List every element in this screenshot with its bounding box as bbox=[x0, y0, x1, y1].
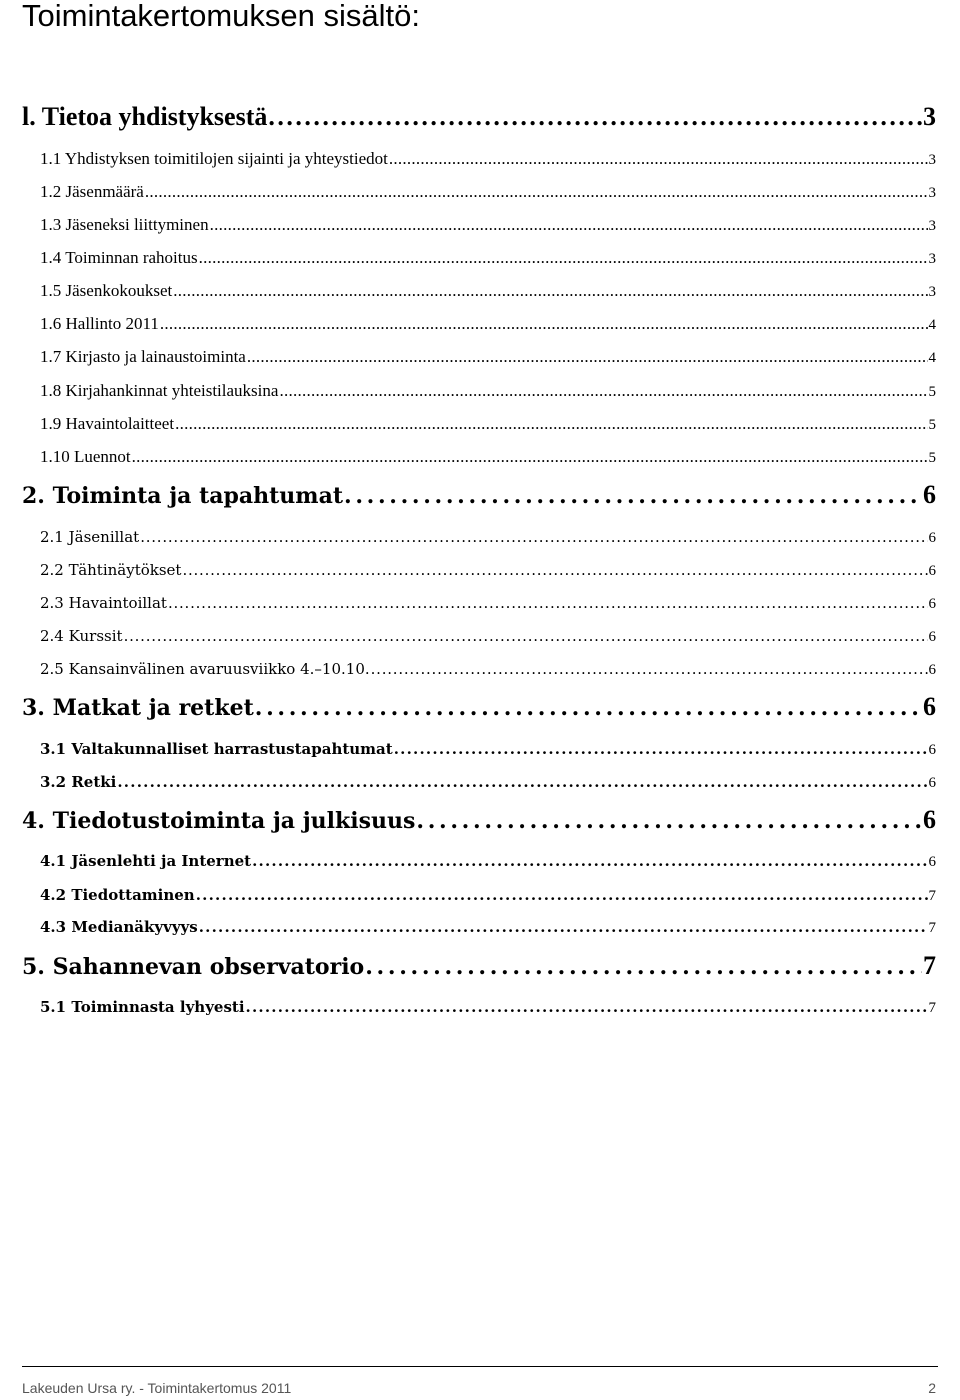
toc-entry-1-2[interactable] bbox=[40, 181, 936, 203]
dot-leader bbox=[117, 771, 927, 793]
toc-section-4[interactable] bbox=[22, 805, 936, 835]
toc-entry-page: 6 bbox=[928, 742, 936, 758]
dot-leader bbox=[416, 806, 922, 836]
toc-entry-page: 3 bbox=[928, 251, 936, 267]
toc-entry-label: 1.1 Yhdistyksen toimitilojen sijainti ja yhteystiedot bbox=[40, 149, 388, 168]
toc-entry-label: 2.1 Jäsenillat bbox=[40, 528, 140, 546]
toc-entry-label: 1.7 Kirjasto ja lainaustoiminta bbox=[40, 347, 246, 366]
toc-entry-page: 6 bbox=[928, 596, 936, 612]
dot-leader bbox=[247, 346, 928, 368]
dot-leader bbox=[140, 526, 927, 548]
toc-entry-label: 5. Sahannevan observatorio bbox=[22, 954, 365, 980]
toc-entry-page: 7 bbox=[928, 1000, 936, 1016]
toc-entry-page: 5 bbox=[928, 417, 936, 433]
dot-leader bbox=[132, 446, 928, 468]
toc-entry-label: l. Tietoa yhdistyksestä bbox=[22, 102, 268, 131]
dot-leader bbox=[268, 102, 922, 132]
toc-entry-page: 6 bbox=[923, 805, 936, 834]
toc-entry-page: 3 bbox=[923, 102, 936, 131]
toc-entry-page: 4 bbox=[928, 317, 936, 333]
toc-entry-2-1[interactable] bbox=[40, 526, 936, 548]
toc-section-2[interactable] bbox=[22, 480, 936, 510]
toc-entry-label: 4. Tiedotustoiminta ja julkisuus bbox=[22, 808, 416, 834]
toc-entry-label: 1.3 Jäseneksi liittyminen bbox=[40, 215, 209, 234]
toc-entry-label: 2. Toiminta ja tapahtumat bbox=[22, 483, 343, 509]
toc-entry-page: 6 bbox=[923, 480, 936, 509]
dot-leader bbox=[389, 148, 928, 170]
toc-entry-label: 1.6 Hallinto 2011 bbox=[40, 314, 159, 333]
dot-leader bbox=[199, 916, 928, 938]
page-title: Toimintakertomuksen sisältö: bbox=[22, 0, 420, 33]
dot-leader bbox=[394, 738, 928, 760]
toc-entry-4-1[interactable] bbox=[40, 850, 936, 872]
toc-entry-1-5[interactable] bbox=[40, 280, 936, 302]
toc-entry-label: 2.5 Kansainvälinen avaruusviikko 4.–10.10. bbox=[40, 660, 370, 678]
toc-entry-page: 6 bbox=[928, 775, 936, 791]
toc-entry-page: 7 bbox=[923, 951, 936, 980]
dot-leader bbox=[365, 952, 922, 982]
dot-leader bbox=[246, 996, 928, 1018]
toc-entry-label: 2.4 Kurssit bbox=[40, 627, 123, 645]
toc-section-3[interactable] bbox=[22, 692, 936, 722]
toc-entry-label: 3.2 Retki bbox=[40, 773, 117, 791]
toc-entry-page: 6 bbox=[923, 692, 936, 721]
toc-entry-label: 3. Matkat ja retket bbox=[22, 695, 254, 721]
toc-entry-label: 1.4 Toiminnan rahoitus bbox=[40, 248, 198, 267]
toc-entry-page: 3 bbox=[928, 185, 936, 201]
toc-entry-1-7[interactable] bbox=[40, 346, 936, 368]
toc-entry-1-9[interactable] bbox=[40, 413, 936, 435]
footer-page-number: 2 bbox=[928, 1380, 936, 1396]
toc-entry-label: 4.1 Jäsenlehti ja Internet bbox=[40, 852, 252, 870]
toc-entry-page: 6 bbox=[928, 629, 936, 645]
toc-entry-2-3[interactable] bbox=[40, 592, 936, 614]
toc-entry-label: 1.2 Jäsenmäärä bbox=[40, 182, 144, 201]
toc-entry-1-1[interactable] bbox=[40, 148, 936, 170]
toc-entry-1-4[interactable] bbox=[40, 247, 936, 269]
toc-entry-page: 5 bbox=[928, 450, 936, 466]
toc-section-1[interactable] bbox=[22, 102, 936, 132]
dot-leader bbox=[371, 658, 928, 680]
dot-leader bbox=[182, 559, 927, 581]
toc-entry-1-6[interactable] bbox=[40, 313, 936, 335]
toc-entry-page: 6 bbox=[928, 563, 936, 579]
toc-entry-page: 5 bbox=[928, 384, 936, 400]
toc-entry-page: 3 bbox=[928, 284, 936, 300]
dot-leader bbox=[145, 181, 928, 203]
toc-entry-label: 1.5 Jäsenkokoukset bbox=[40, 281, 173, 300]
toc-entry-2-4[interactable] bbox=[40, 625, 936, 647]
toc-entry-label: 3.1 Valtakunnalliset harrastustapahtumat bbox=[40, 740, 393, 758]
dot-leader bbox=[199, 247, 928, 269]
toc-entry-1-3[interactable] bbox=[40, 214, 936, 236]
toc-entry-5-1[interactable] bbox=[40, 996, 936, 1018]
toc-entry-label: 2.2 Tähtinäytökset bbox=[40, 561, 182, 579]
dot-leader bbox=[160, 313, 928, 335]
toc-entry-page: 6 bbox=[928, 662, 936, 678]
toc-entry-label: 1.9 Havaintolaitteet bbox=[40, 414, 175, 433]
toc-entry-label: 2.3 Havaintoillat bbox=[40, 594, 167, 612]
toc-entry-label: 4.3 Medianäkyvyys bbox=[40, 918, 198, 936]
dot-leader bbox=[210, 214, 928, 236]
toc-entry-2-2[interactable] bbox=[40, 559, 936, 581]
toc-entry-page: 6 bbox=[928, 530, 936, 546]
dot-leader bbox=[173, 280, 927, 302]
dot-leader bbox=[252, 850, 927, 872]
toc-entry-4-2[interactable] bbox=[40, 884, 936, 906]
toc-entry-2-5[interactable] bbox=[40, 658, 936, 680]
toc-entry-page: 4 bbox=[928, 350, 936, 366]
toc-entry-3-1[interactable] bbox=[40, 738, 936, 760]
toc-entry-page: 7 bbox=[928, 920, 936, 936]
footer-divider bbox=[22, 1366, 938, 1367]
dot-leader bbox=[344, 481, 922, 511]
toc-entry-4-3[interactable] bbox=[40, 916, 936, 938]
toc-section-5[interactable] bbox=[22, 951, 936, 981]
toc-entry-3-2[interactable] bbox=[40, 771, 936, 793]
dot-leader bbox=[279, 380, 927, 402]
toc-entry-label: 4.2 Tiedottaminen bbox=[40, 886, 195, 904]
footer-text: Lakeuden Ursa ry. - Toimintakertomus 2011 bbox=[22, 1380, 292, 1396]
dot-leader bbox=[124, 625, 928, 647]
dot-leader bbox=[196, 884, 928, 906]
dot-leader bbox=[168, 592, 928, 614]
dot-leader bbox=[175, 413, 927, 435]
toc-entry-page: 3 bbox=[928, 152, 936, 168]
toc-entry-page: 7 bbox=[928, 888, 936, 904]
toc-entry-1-8[interactable] bbox=[40, 380, 936, 402]
toc-entry-page: 6 bbox=[928, 854, 936, 870]
toc-entry-label: 1.8 Kirjahankinnat yhteistilauksina bbox=[40, 381, 279, 400]
dot-leader bbox=[255, 693, 922, 723]
toc-entry-label: 5.1 Toiminnasta lyhyesti bbox=[40, 998, 245, 1016]
toc-entry-label: 1.10 Luennot bbox=[40, 447, 131, 466]
toc-entry-page: 3 bbox=[928, 218, 936, 234]
toc-entry-1-10[interactable] bbox=[40, 446, 936, 468]
